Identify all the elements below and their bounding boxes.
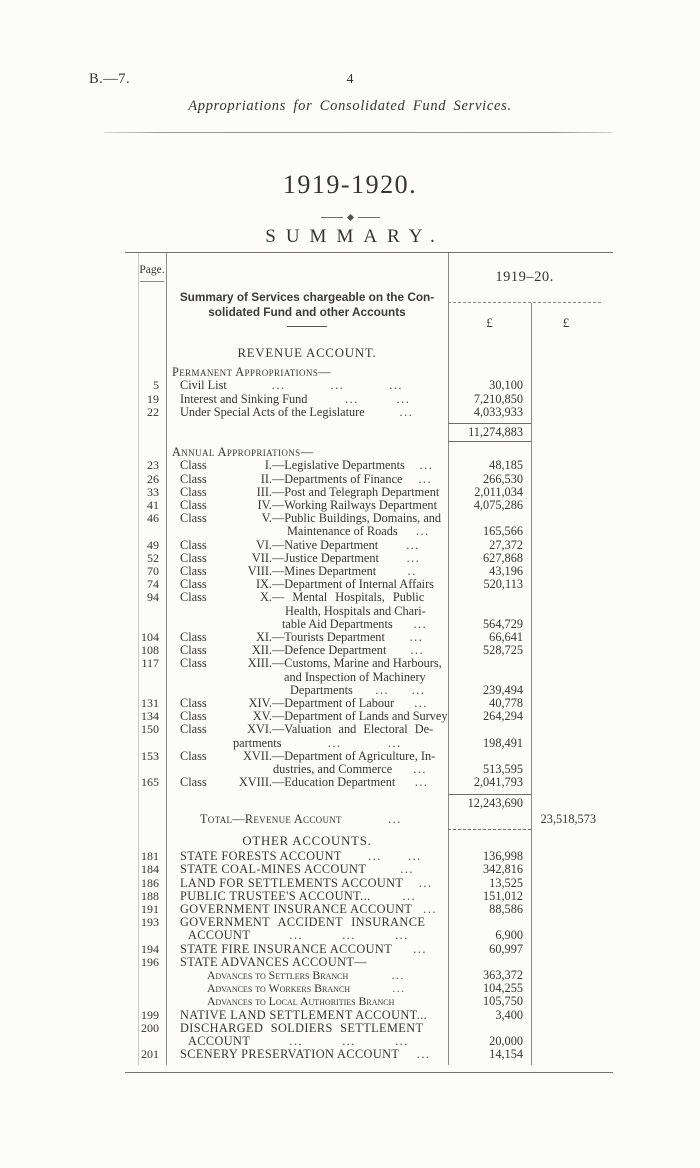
section-divider-ornament [0, 215, 700, 220]
amount-col2: 23,518,573 [540, 811, 596, 826]
amount-col1: 198,491 [483, 735, 523, 750]
class-numeral: XVI. [247, 722, 272, 737]
dot-leader: ... ... ... [289, 1033, 409, 1048]
amount-col1: 4,033,933 [473, 404, 523, 419]
page-ref: 23 [147, 458, 159, 473]
amount-col1: 11,274,883 [448, 423, 531, 442]
description [166, 525, 448, 538]
header-rule [104, 132, 612, 133]
service-label: STATE ADVANCES ACCOUNT— [180, 954, 367, 969]
service-label: Interest and Sinking Fund [180, 391, 308, 406]
amount-col1: 12,243,690 [448, 794, 531, 810]
class-label-group [180, 776, 272, 789]
description [166, 347, 448, 360]
class-numeral: XII. [251, 643, 272, 658]
class-word: Class [180, 643, 207, 658]
ornament-bar [358, 217, 380, 218]
dot-leader: ... [413, 941, 427, 956]
class-numeral: II. [260, 471, 272, 486]
service-label: —Department of Labour [272, 696, 395, 711]
description [166, 956, 448, 969]
service-label: —Department of Internal Affairs [272, 577, 434, 592]
service-label: Total—Revenue Account [200, 811, 342, 826]
year-title: 1919-1920. [282, 170, 418, 199]
description [166, 776, 448, 789]
class-word: Class [180, 709, 207, 724]
class-label-group [180, 473, 272, 486]
page-ref: 181 [141, 849, 159, 864]
service-label: — Mental Hospitals, Public [272, 590, 425, 605]
service-label: REVENUE ACCOUNT. [237, 346, 377, 360]
amount-col1: 363,372 [483, 967, 523, 982]
page-ref: 150 [141, 722, 159, 737]
class-word: Class [180, 564, 207, 579]
summary-heading: SUMMARY. [265, 226, 445, 247]
dot-leader: ... [399, 404, 414, 419]
amount-col1: 3,400 [495, 1007, 523, 1022]
dot-leader: .. [407, 564, 417, 579]
page-ref: 134 [141, 709, 159, 724]
service-label: —Defence Department [272, 643, 387, 658]
service-label: Civil List [180, 378, 227, 393]
currency-header-row [448, 303, 601, 342]
table-caption-line2: solidated Fund and other Accounts [208, 304, 406, 319]
page-ref: 199 [141, 1007, 159, 1022]
ornament-bar [321, 217, 343, 218]
amount-col1: 27,372 [489, 537, 523, 552]
amount-col1: 2,041,793 [473, 775, 523, 790]
service-label: Annual Appropriations— [172, 445, 314, 460]
service-label: GOVERNMENT ACCIDENT INSURANCE [180, 915, 426, 930]
class-word: Class [180, 577, 207, 592]
service-label: Advances to Local Authorities Branch [207, 994, 395, 1009]
dot-leader: ... [406, 537, 420, 552]
service-label: Departments [290, 682, 353, 697]
service-label: ACCOUNT [188, 1033, 251, 1048]
amount-col1: 520,113 [483, 577, 523, 592]
description [166, 1022, 448, 1035]
page-ref: 104 [141, 630, 159, 645]
amount-col1: 104,255 [483, 981, 523, 996]
dot-leader: ... [414, 775, 429, 790]
class-label-group [180, 723, 272, 736]
amount-col1: 88,586 [489, 901, 523, 916]
class-label-group [180, 657, 272, 670]
amount-col1: 151,012 [483, 888, 523, 903]
class-numeral: XV. [252, 709, 272, 724]
service-label: OTHER ACCOUNTS. [242, 833, 372, 848]
amount-col1: 14,154 [489, 1047, 523, 1062]
year-column-header-cell [448, 253, 601, 342]
service-label: table Aid Departments [282, 616, 393, 631]
description [166, 379, 448, 392]
table-left-border [138, 253, 139, 1065]
service-label: —Legislative Departments [272, 458, 405, 473]
service-label: —Mines Department [272, 564, 377, 579]
page-ref: 196 [141, 954, 159, 969]
description [166, 539, 448, 552]
dot-leader: ... [402, 888, 417, 903]
page-ref: 188 [141, 888, 159, 903]
amount-col1: 66,641 [489, 630, 523, 645]
dot-leader: ... [418, 471, 433, 486]
dot-leader: ... [416, 1047, 431, 1062]
service-label: STATE COAL-MINES ACCOUNT [180, 862, 367, 877]
page-ref: 117 [141, 656, 159, 671]
running-title: Appropriations for Consolidated Fund Services. [188, 98, 512, 114]
description [166, 459, 448, 472]
dot-leader: ... [400, 862, 414, 877]
class-numeral: VII. [251, 550, 272, 565]
amount-col1: 6,900 [495, 928, 523, 943]
page-ref: 26 [147, 471, 159, 486]
service-label: GOVERNMENT INSURANCE ACCOUNT [180, 901, 413, 916]
class-label-group [180, 591, 272, 604]
year-column-header: 1919–20. [448, 253, 601, 303]
class-numeral: X. [260, 590, 272, 605]
dot-leader: ... [392, 981, 406, 996]
amount-col1: 165,566 [483, 524, 523, 539]
service-label: Advances to Settlers Branch [207, 967, 349, 982]
page-ref: 49 [147, 537, 159, 552]
service-label: Permanent Appropriations— [172, 365, 331, 380]
page-ref: 193 [141, 915, 159, 930]
page-ref: 19 [147, 391, 159, 406]
class-label-group [180, 750, 272, 763]
page-ref: 165 [141, 775, 159, 790]
amount-col1: 40,778 [489, 696, 523, 711]
page-ref: 184 [141, 862, 159, 877]
page-ref: 22 [147, 404, 159, 419]
currency-symbol-col1: £ [486, 314, 493, 330]
dot-leader: ... [410, 643, 425, 658]
service-label: —Post and Telegraph Department [272, 484, 440, 499]
amount-col1: 266,530 [483, 471, 523, 486]
page-number: 4 [346, 72, 354, 87]
service-label: —Justice Department [272, 550, 379, 565]
service-label: LAND FOR SETTLEMENTS ACCOUNT [180, 875, 404, 890]
class-word: Class [180, 511, 207, 526]
table-bottom-rule [125, 1072, 613, 1073]
service-label: Advances to Workers Branch [207, 981, 350, 996]
amount-col1: 264,294 [483, 709, 523, 724]
amount-col1: 7,210,850 [473, 391, 523, 406]
description [166, 995, 448, 1008]
class-word: Class [180, 748, 207, 763]
page-ref: 200 [141, 1020, 159, 1035]
amount-col1: 627,868 [483, 550, 523, 565]
dot-leader: ... [406, 550, 421, 565]
description [166, 591, 448, 604]
dot-leader: ... ... [375, 682, 426, 697]
page-header-underline [140, 281, 164, 282]
service-label: —Native Department [272, 537, 379, 552]
page-ref: 108 [141, 643, 159, 658]
caption-rule [287, 326, 327, 327]
class-label-group [180, 512, 272, 525]
page-ref: 41 [147, 498, 159, 513]
service-label: —Departments of Finance [272, 471, 403, 486]
service-label: dustries, and Commerce [273, 762, 393, 777]
class-numeral: IX. [255, 577, 272, 592]
class-numeral: VI. [255, 537, 272, 552]
class-numeral: I. [264, 458, 272, 473]
service-label: SCENERY PRESERVATION ACCOUNT [180, 1047, 400, 1062]
class-word: Class [180, 471, 207, 486]
amount-col1: 4,075,286 [473, 498, 523, 513]
dot-leader: ... ... [368, 849, 422, 864]
service-label: —Education Department [272, 775, 396, 790]
amount-col1: 43,196 [489, 564, 523, 579]
page-column-header-cell [138, 253, 166, 342]
service-label: STATE FIRE INSURANCE ACCOUNT [180, 941, 393, 956]
service-label: DISCHARGED SOLDIERS SETTLEMENT [180, 1020, 424, 1035]
dot-leader: ... [413, 616, 428, 631]
description [166, 929, 448, 942]
service-label: —Working Railways Department [272, 498, 437, 513]
page-ref: 5 [153, 378, 159, 393]
class-word: Class [180, 696, 207, 711]
class-word: Class [180, 722, 207, 737]
amount-col1: 239,494 [483, 682, 523, 697]
page-ref: 201 [141, 1047, 159, 1062]
page-column-divider [166, 253, 167, 1065]
page-ref: 46 [147, 511, 159, 526]
dot-leader: ... [415, 524, 430, 539]
class-numeral: III. [256, 484, 272, 499]
service-label: —Department of Agriculture, In- [272, 748, 436, 763]
service-label: NATIVE LAND SETTLEMENT ACCOUNT... [180, 1007, 428, 1022]
dot-leader: ... [388, 811, 402, 826]
class-numeral: XI. [255, 630, 272, 645]
dot-leader: ... ... ... [271, 378, 403, 393]
description [166, 671, 448, 684]
dot-leader: ... [423, 901, 438, 916]
amount-col1: 105,750 [483, 994, 523, 1009]
page-ref: 153 [141, 748, 159, 763]
class-numeral: IV. [257, 498, 272, 513]
table-caption-cell [166, 253, 448, 342]
description [166, 890, 448, 903]
description [166, 943, 448, 956]
amount2-column-divider [531, 303, 532, 1065]
description [166, 473, 448, 486]
service-label: PUBLIC TRUSTEE'S ACCOUNT... [180, 888, 371, 903]
class-word: Class [180, 550, 207, 565]
page-ref: 186 [141, 875, 159, 890]
amount-col1: 528,725 [483, 643, 523, 658]
currency-symbol-col2: £ [562, 314, 570, 330]
amount-col1: 48,185 [489, 458, 523, 473]
service-label: —Public Buildings, Domains, and [272, 511, 442, 526]
amount-col1: 564,729 [483, 616, 523, 631]
dot-leader: ... [391, 967, 405, 982]
class-word: Class [180, 498, 207, 513]
service-label: —Valuation and Electoral De- [272, 722, 434, 737]
page-ref: 33 [147, 484, 159, 499]
amount-col1: 13,525 [489, 875, 523, 890]
page-ref: 70 [147, 564, 159, 579]
amount-col1: 342,816 [483, 862, 523, 877]
service-label: partments [233, 735, 282, 750]
page-ref: 74 [147, 577, 159, 592]
class-word: Class [180, 630, 207, 645]
amount-col1: 60,997 [489, 941, 523, 956]
page-ref: 194 [141, 941, 159, 956]
page-ref: 52 [147, 550, 159, 565]
description [166, 1048, 448, 1061]
amount-col1: 30,100 [489, 378, 523, 393]
service-label: —Department of Lands and Survey [272, 709, 448, 724]
description [166, 393, 448, 406]
description [166, 1009, 448, 1022]
dot-leader: ... [409, 630, 424, 645]
document-reference: B.—7. [89, 71, 131, 87]
dot-leader: ... ... [327, 735, 402, 750]
table-caption-line1: Summary of Services chargeable on the Con- [179, 290, 435, 304]
page-ref: 131 [141, 696, 159, 711]
service-label: —Customs, Marine and Harbours, [272, 656, 442, 671]
class-numeral: VIII. [247, 564, 272, 579]
page-column-header: Page. [139, 264, 165, 276]
service-label: Health, Hospitals and Chari- [285, 603, 426, 618]
service-label: and Inspection of Machinery [284, 669, 426, 684]
description [166, 813, 448, 826]
ornament-diamond-icon [346, 214, 353, 221]
page-ref: 94 [147, 590, 159, 605]
service-label: Maintenance of Roads [287, 524, 398, 539]
class-numeral: XIII. [247, 656, 272, 671]
amount-col1: 20,000 [489, 1033, 523, 1048]
dot-leader: ... ... ... [289, 928, 409, 943]
service-label: —Tourists Department [272, 630, 385, 645]
class-word: Class [180, 590, 207, 605]
description [166, 877, 448, 890]
class-numeral: XVII. [242, 748, 272, 763]
class-numeral: XIV. [248, 696, 272, 711]
description [166, 657, 448, 670]
amount-col1: 2,011,034 [474, 484, 523, 499]
class-word: Class [180, 775, 207, 790]
description [166, 406, 448, 419]
dot-leader: ... [419, 458, 434, 473]
class-label-group [180, 459, 272, 472]
class-word: Class [180, 537, 207, 552]
page-ref: 191 [141, 901, 159, 916]
carry-forward-dash [448, 829, 531, 830]
dot-leader: ... [414, 696, 428, 711]
service-label: Under Special Acts of the Legislature [180, 404, 365, 419]
dot-leader: ... [413, 762, 427, 777]
class-word: Class [180, 484, 207, 499]
class-word: Class [180, 656, 207, 671]
amount-col1: 136,998 [483, 849, 523, 864]
description [166, 737, 448, 750]
description [166, 863, 448, 876]
description [166, 723, 448, 736]
class-numeral: V. [261, 511, 272, 526]
description [166, 605, 448, 618]
dot-leader: ... ... [345, 391, 411, 406]
dot-leader: ... [418, 875, 433, 890]
description [166, 835, 448, 848]
amount-col1: 513,595 [483, 762, 523, 777]
service-label: STATE FORESTS ACCOUNT [180, 849, 342, 864]
service-label: ACCOUNT [188, 928, 251, 943]
class-label-group [180, 539, 272, 552]
class-word: Class [180, 458, 207, 473]
class-numeral: XVIII. [238, 775, 272, 790]
summary-table [138, 253, 601, 1072]
